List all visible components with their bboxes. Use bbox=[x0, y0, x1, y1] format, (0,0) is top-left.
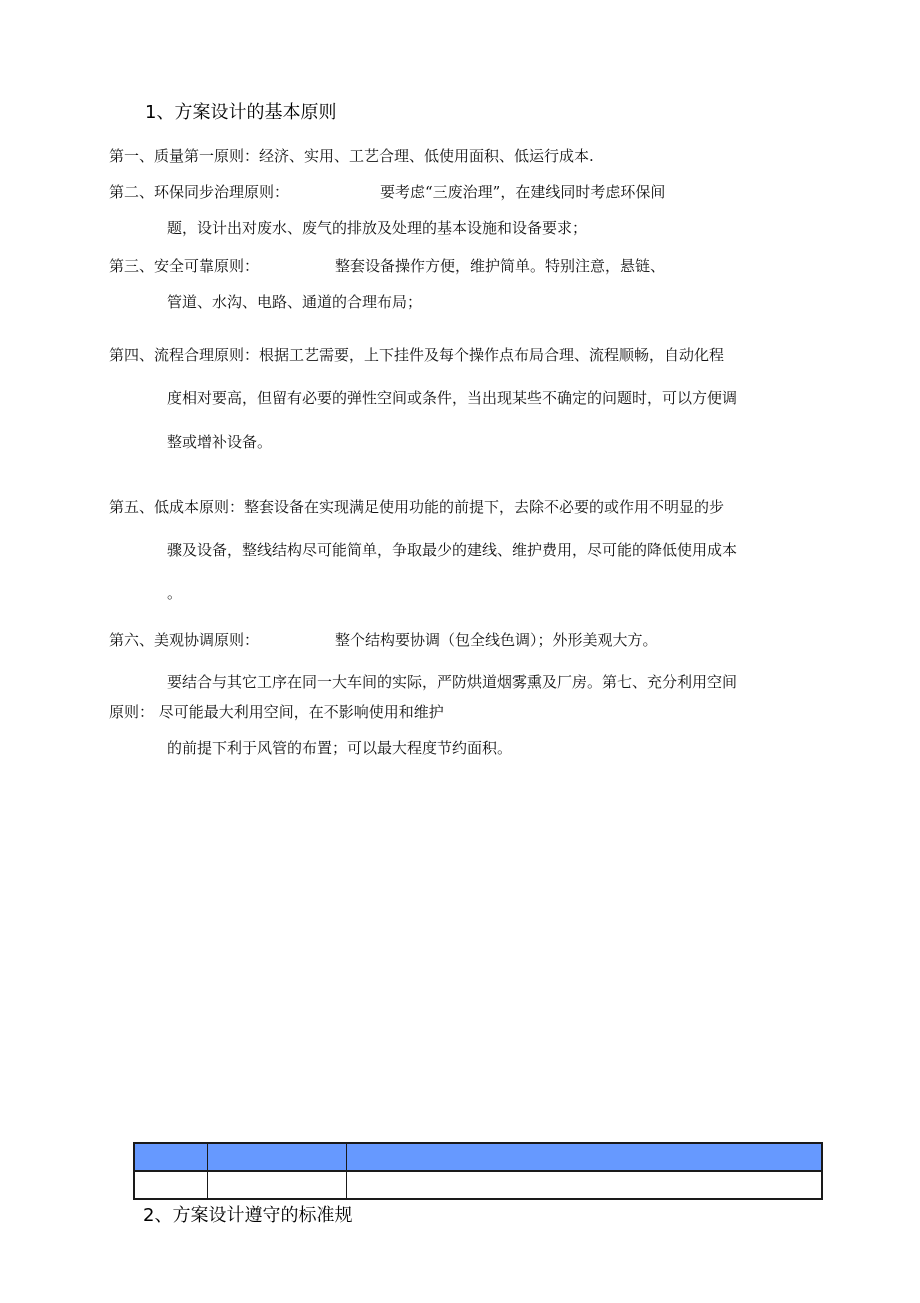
principle-2-line-2: 题，设计出对废水、废气的排放及处理的基本设施和设备要求； bbox=[167, 219, 588, 237]
principle-3-line-1 bbox=[109, 256, 665, 276]
principle-5-line-2: 骤及设备，整线结构尽可能简单，争取最少的建线、维护费用，尽可能的降低使用成本 bbox=[167, 541, 738, 559]
table-column-divider bbox=[207, 1144, 208, 1198]
principle-2-line-1 bbox=[109, 182, 665, 202]
principle-3-label: 第三、安全可靠原则： bbox=[109, 257, 260, 275]
principle-3-line-2: 管道、水沟、电路、通道的合理布局； bbox=[167, 293, 423, 311]
principle-6-line-2: 要结合与其它工序在同一大车间的实际，严防烘道烟雾熏及厂房。第七、充分利用空间 bbox=[167, 673, 738, 691]
principle-4-line-2: 度相对要高，但留有必要的弹性空间或条件，当出现某些不确定的问题时，可以方便调 bbox=[167, 389, 738, 407]
principle-7-line-1: 原则： 尽可能最大利用空间，在不影响使用和维护 bbox=[109, 703, 444, 721]
standards-table bbox=[133, 1142, 823, 1200]
table-header-row bbox=[135, 1144, 821, 1172]
table-column-divider bbox=[346, 1144, 347, 1198]
principle-3-text: 整套设备操作方便，维护简单。特别注意，悬链、 bbox=[335, 257, 666, 275]
table-row bbox=[135, 1172, 821, 1198]
principle-1: 第一、质量第一原则：经济、实用、工艺合理、低使用面积、低运行成本. bbox=[109, 147, 594, 165]
principle-4-line-1: 第四、流程合理原则：根据工艺需要，上下挂件及每个操作点布局合理、流程顺畅，自动化程 bbox=[109, 346, 725, 364]
principle-6-label: 第六、美观协调原则： bbox=[109, 631, 260, 649]
principle-5-line-3: 。 bbox=[167, 584, 183, 602]
principle-5-line-1: 第五、低成本原则：整套设备在实现满足使用功能的前提下，去除不必要的或作用不明显的步 bbox=[109, 498, 725, 516]
principle-2-text: 要考虑“三废治理”，在建线同时考虑环保间 bbox=[380, 183, 666, 201]
principle-4-line-3: 整或增补设备。 bbox=[167, 433, 273, 451]
principle-6-line-1 bbox=[109, 630, 658, 650]
principle-6-text: 整个结构要协调（包全线色调）；外形美观大方。 bbox=[335, 631, 658, 649]
section-2-title: 2、方案设计遵守的标准规 bbox=[143, 1205, 353, 1226]
section-1-title: 1、方案设计的基本原则 bbox=[145, 102, 337, 123]
principle-2-label: 第二、环保同步治理原则： bbox=[109, 183, 290, 201]
principle-7-line-2: 的前提下利于风管的布置；可以最大程度节约面积。 bbox=[167, 739, 513, 757]
